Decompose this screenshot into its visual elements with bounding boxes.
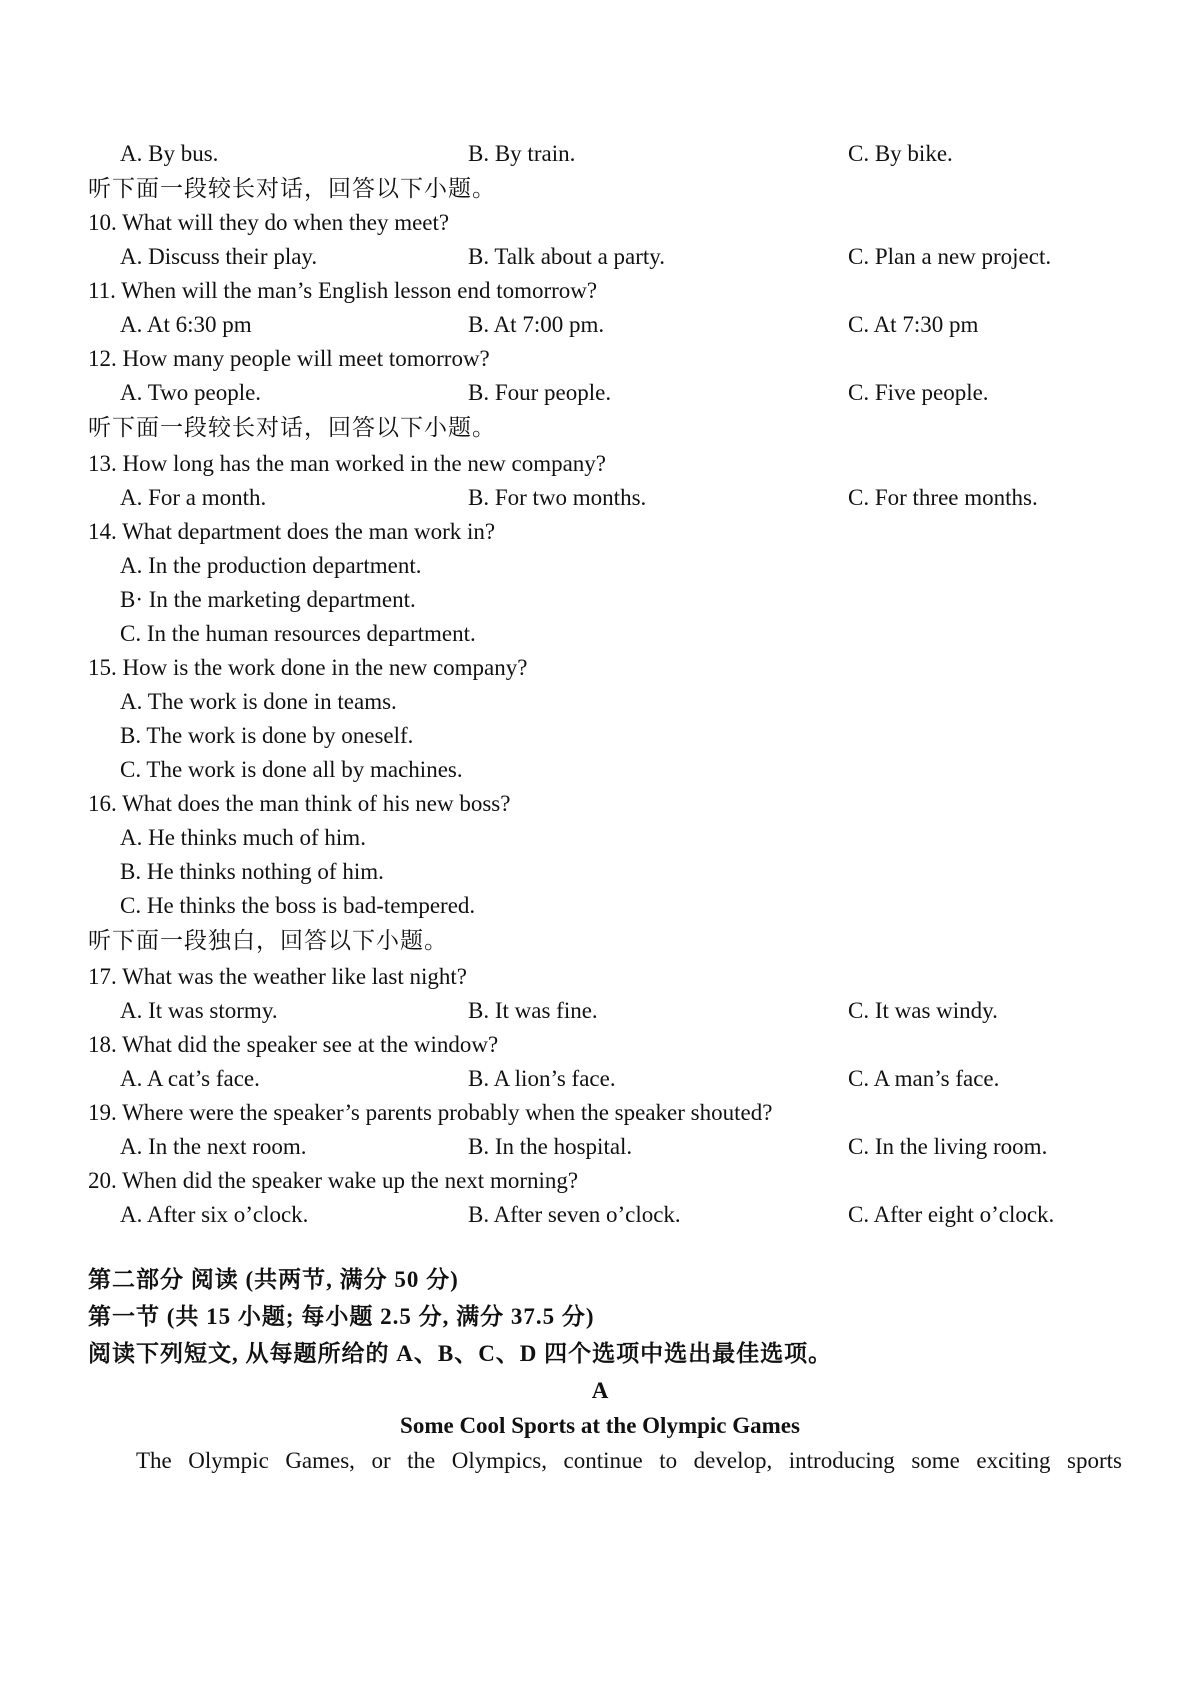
q13-option-b: B. For two months. <box>468 485 647 510</box>
q13-option-a: A. For a month. <box>120 485 267 510</box>
q18-options <box>0 1061 1200 1096</box>
q15-option-a: A. The work is done in teams. <box>120 689 397 714</box>
q15-option-a-row <box>0 684 1200 719</box>
q18-question: 18. What did the speaker see at the window? <box>88 1032 499 1057</box>
q19-question: 19. Where were the speaker’s parents probably when the speaker shouted? <box>88 1100 773 1125</box>
q14-option-a-row <box>0 548 1200 583</box>
passage-letter: A <box>591 1378 609 1403</box>
q10-option-b: B. Talk about a party. <box>468 244 666 269</box>
q18-option-b: B. A lion’s face. <box>468 1066 616 1091</box>
q16-option-a: A. He thinks much of him. <box>120 825 366 850</box>
q12-option-c: C. Five people. <box>848 380 989 405</box>
q19-option-b: B. In the hospital. <box>468 1134 633 1159</box>
reading-instruction: 阅读下列短文, 从每题所给的 A、B、C、D 四个选项中选出最佳选项。 <box>88 1341 833 1366</box>
part2-heading: 第二部分 阅读 (共两节, 满分 50 分) <box>88 1267 459 1292</box>
q15-option-c: C. The work is done all by machines. <box>120 757 463 782</box>
q11-option-b: B. At 7:00 pm. <box>468 312 605 337</box>
q10-question: 10. What will they do when they meet? <box>88 210 450 235</box>
q10-option-c: C. Plan a new project. <box>848 244 1052 269</box>
q17-option-c: C. It was windy. <box>848 998 998 1023</box>
q17-option-a: A. It was stormy. <box>120 998 278 1023</box>
q16-question: 16. What does the man think of his new boss? <box>88 791 511 816</box>
passage-first-line: The Olympic Games, or the Olympics, continue to develop, introducing some exciting sports <box>136 1448 1122 1473</box>
q11-option-c: C. At 7:30 pm <box>848 312 979 337</box>
q12-question: 12. How many people will meet tomorrow? <box>88 346 490 371</box>
q14-option-a: A. In the production department. <box>120 553 422 578</box>
q13-question: 13. How long has the man worked in the new company? <box>88 451 607 476</box>
q13-option-c: C. For three months. <box>848 485 1038 510</box>
q12-option-a: A. Two people. <box>120 380 262 405</box>
q14-option-b: B· In the marketing department. <box>120 587 416 612</box>
q14-option-c-row <box>0 616 1200 651</box>
q15-question: 15. How is the work done in the new company? <box>88 655 528 680</box>
q14-option-b-row <box>0 582 1200 617</box>
q14-question: 14. What department does the man work in? <box>88 519 496 544</box>
q15-option-c-row <box>0 752 1200 787</box>
section1-heading: 第一节 (共 15 小题; 每小题 2.5 分, 满分 37.5 分) <box>88 1304 595 1329</box>
q19-option-a: A. In the next room. <box>120 1134 307 1159</box>
q16-option-b: B. He thinks nothing of him. <box>120 859 384 884</box>
q19-options <box>0 1129 1200 1164</box>
q11-option-a: A. At 6:30 pm <box>120 312 252 337</box>
q9-option-c: C. By bike. <box>848 141 953 166</box>
q9-options <box>0 136 1200 171</box>
q16-option-c: C. He thinks the boss is bad-tempered. <box>120 893 476 918</box>
q15-option-b: B. The work is done by oneself. <box>120 723 414 748</box>
q16-option-c-row <box>0 888 1200 923</box>
q17-question: 17. What was the weather like last night? <box>88 964 467 989</box>
q20-option-c: C. After eight o’clock. <box>848 1202 1055 1227</box>
q20-question: 20. When did the speaker wake up the next morning? <box>88 1168 579 1193</box>
q18-option-a: A. A cat’s face. <box>120 1066 260 1091</box>
q18-option-c: C. A man’s face. <box>848 1066 1000 1091</box>
q11-options <box>0 307 1200 342</box>
q12-option-b: B. Four people. <box>468 380 612 405</box>
q11-question: 11. When will the man’s English lesson end tomorrow? <box>88 278 598 303</box>
q14-option-c: C. In the human resources department. <box>120 621 476 646</box>
q13-options <box>0 480 1200 515</box>
listening-instruction: 听下面一段较长对话，回答以下小题。 <box>88 415 496 440</box>
q10-options <box>0 239 1200 274</box>
q9-option-a: A. By bus. <box>120 141 219 166</box>
q17-option-b: B. It was fine. <box>468 998 598 1023</box>
q17-options <box>0 993 1200 1028</box>
q16-option-b-row <box>0 854 1200 889</box>
q9-option-b: B. By train. <box>468 141 576 166</box>
q20-option-b: B. After seven o’clock. <box>468 1202 681 1227</box>
q12-options <box>0 375 1200 410</box>
q15-option-b-row <box>0 718 1200 753</box>
q10-option-a: A. Discuss their play. <box>120 244 318 269</box>
q20-options <box>0 1197 1200 1232</box>
listening-instruction: 听下面一段较长对话，回答以下小题。 <box>88 176 496 201</box>
passage-title: Some Cool Sports at the Olympic Games <box>400 1413 800 1438</box>
listening-instruction: 听下面一段独白，回答以下小题。 <box>88 928 448 953</box>
q20-option-a: A. After six o’clock. <box>120 1202 309 1227</box>
q16-option-a-row <box>0 820 1200 855</box>
q19-option-c: C. In the living room. <box>848 1134 1048 1159</box>
